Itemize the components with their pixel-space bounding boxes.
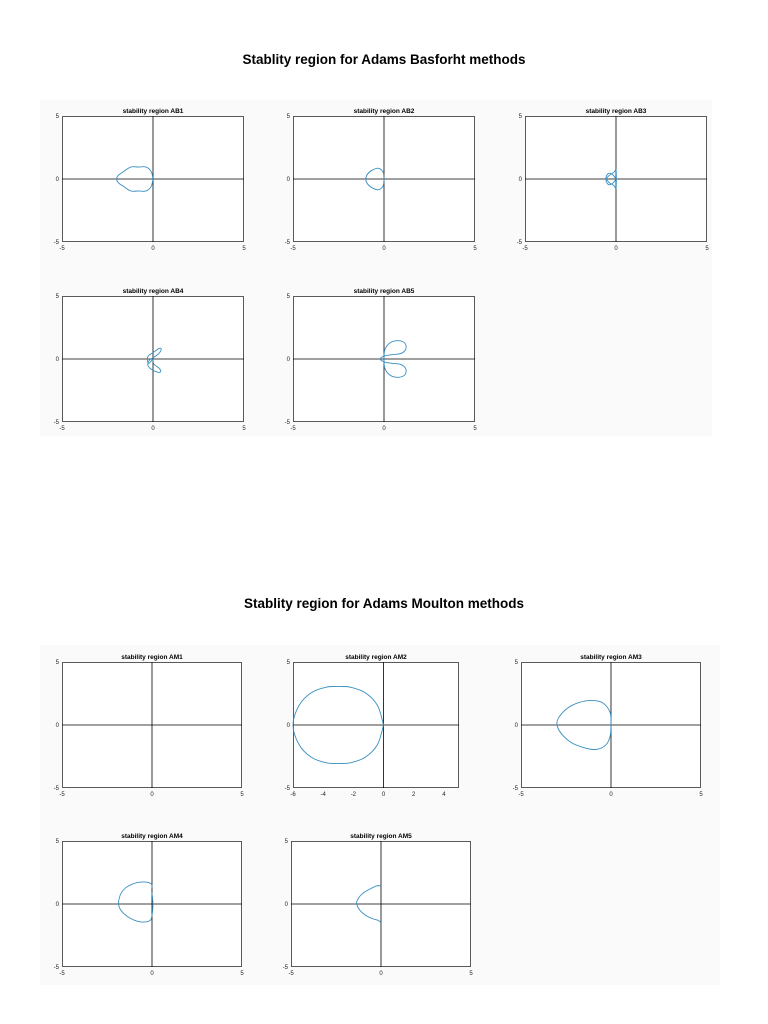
y-tick-label: -5 xyxy=(284,240,290,246)
plot-title: stability region AB2 xyxy=(353,108,415,115)
y-tick-label: 5 xyxy=(286,114,290,120)
stability-plot xyxy=(282,833,473,977)
y-tick-label: -5 xyxy=(284,420,290,426)
x-tick-label: 4 xyxy=(442,792,446,798)
y-tick-label: 0 xyxy=(286,177,290,183)
y-tick-label: -5 xyxy=(282,965,288,971)
x-tick-label: -5 xyxy=(59,792,65,798)
y-tick-label: 0 xyxy=(55,357,59,363)
x-tick-label: 0 xyxy=(150,971,154,977)
x-tick-label: 5 xyxy=(242,246,246,252)
y-tick-label: 5 xyxy=(55,660,59,666)
x-tick-label: -5 xyxy=(59,971,65,977)
y-tick-label: -5 xyxy=(53,786,59,792)
x-tick-label: 0 xyxy=(150,792,154,798)
x-tick-label: -5 xyxy=(290,246,296,252)
y-tick-label: 5 xyxy=(55,114,59,120)
x-tick-label: -4 xyxy=(320,792,326,798)
section-title-adams-moulton: Stablity region for Adams Moulton methods xyxy=(243,596,524,611)
y-tick-label: 0 xyxy=(286,357,290,363)
x-tick-label: 5 xyxy=(469,971,473,977)
y-tick-label: 0 xyxy=(518,177,522,183)
x-tick-label: -5 xyxy=(288,971,294,977)
x-tick-label: -5 xyxy=(522,246,528,252)
y-tick-label: -5 xyxy=(284,786,290,792)
section-title-adams-bashforth: Stablity region for Adams Basforht methods xyxy=(242,52,526,67)
y-tick-label: 5 xyxy=(286,660,290,666)
x-tick-label: 0 xyxy=(151,426,155,432)
stability-plot xyxy=(53,108,246,252)
x-tick-label: 0 xyxy=(379,971,383,977)
x-tick-label: -5 xyxy=(518,792,524,798)
stability-plot xyxy=(512,654,703,798)
x-tick-label: -2 xyxy=(350,792,357,798)
plot-title: stability region AB3 xyxy=(585,108,647,115)
plot-title: stability region AM2 xyxy=(345,654,407,661)
stability-plot xyxy=(53,654,244,798)
plot-title: stability region AM3 xyxy=(580,654,642,661)
plot-title: stability region AB1 xyxy=(122,108,184,115)
plot-title: stability region AM4 xyxy=(121,833,183,840)
y-tick-label: -5 xyxy=(516,240,522,246)
x-tick-label: 5 xyxy=(242,426,246,432)
y-tick-label: 0 xyxy=(55,723,59,729)
stability-plot xyxy=(284,108,477,252)
plot-title: stability region AB4 xyxy=(122,288,184,295)
plot-title: stability region AM1 xyxy=(121,654,183,661)
x-tick-label: 0 xyxy=(614,246,618,252)
x-tick-label: 0 xyxy=(151,246,155,252)
x-tick-label: 5 xyxy=(699,792,703,798)
x-tick-label: 5 xyxy=(240,792,244,798)
y-tick-label: -5 xyxy=(512,786,518,792)
y-tick-label: 0 xyxy=(55,177,59,183)
y-tick-label: 5 xyxy=(514,660,518,666)
y-tick-label: -5 xyxy=(53,965,59,971)
stability-plot xyxy=(53,288,246,432)
x-tick-label: 2 xyxy=(412,792,416,798)
y-tick-label: 0 xyxy=(284,902,288,908)
y-tick-label: 0 xyxy=(514,723,518,729)
y-tick-label: 5 xyxy=(518,114,522,120)
stability-plot xyxy=(53,833,244,977)
stability-plot xyxy=(284,288,477,432)
y-tick-label: -5 xyxy=(53,420,59,426)
stability-plot xyxy=(516,108,709,252)
y-tick-label: 5 xyxy=(55,294,59,300)
x-tick-label: 5 xyxy=(473,426,477,432)
y-tick-label: -5 xyxy=(53,240,59,246)
y-tick-label: 5 xyxy=(286,294,290,300)
x-tick-label: 5 xyxy=(240,971,244,977)
x-tick-label: -5 xyxy=(59,246,65,252)
plot-title: stability region AB5 xyxy=(353,288,415,295)
y-tick-label: 5 xyxy=(55,839,59,845)
x-tick-label: 0 xyxy=(609,792,613,798)
x-tick-label: -5 xyxy=(59,426,65,432)
stability-plot xyxy=(284,654,459,798)
x-tick-label: -5 xyxy=(290,426,296,432)
plot-title: stability region AM5 xyxy=(350,833,412,840)
x-tick-label: 0 xyxy=(382,246,386,252)
x-tick-label: 5 xyxy=(705,246,709,252)
x-tick-label: 0 xyxy=(382,426,386,432)
x-tick-label: -6 xyxy=(290,792,296,798)
x-tick-label: 0 xyxy=(381,792,386,798)
y-tick-label: 0 xyxy=(286,723,290,729)
x-tick-label: 5 xyxy=(473,246,477,252)
y-tick-label: 0 xyxy=(55,902,59,908)
y-tick-label: 5 xyxy=(284,839,288,845)
